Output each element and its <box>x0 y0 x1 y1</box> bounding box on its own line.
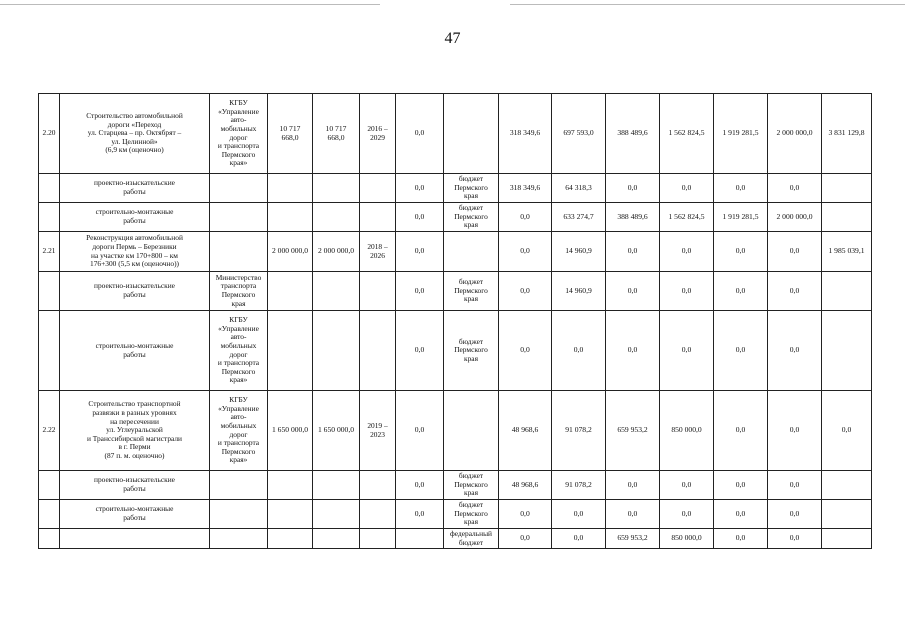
year-7-value-cell <box>822 529 872 549</box>
year-1-value-cell: 318 349,6 <box>499 94 552 174</box>
year-1-value-cell: 0,0 <box>499 311 552 391</box>
spent-cell: 0,0 <box>396 500 444 529</box>
year-3-value-cell: 659 953,2 <box>606 529 660 549</box>
year-5-value-cell: 1 919 281,5 <box>714 203 768 232</box>
row-number-cell <box>39 529 60 549</box>
spent-cell <box>396 529 444 549</box>
year-1-value-cell: 0,0 <box>499 232 552 272</box>
cost-total-cell: 1 650 000,0 <box>268 391 313 471</box>
row-number-cell: 2.22 <box>39 391 60 471</box>
funding-source-cell: бюджет Пермского края <box>444 500 499 529</box>
year-4-value-cell: 1 562 824,5 <box>660 203 714 232</box>
year-7-value-cell <box>822 174 872 203</box>
year-1-value-cell: 0,0 <box>499 272 552 311</box>
year-7-value-cell <box>822 272 872 311</box>
year-1-value-cell: 0,0 <box>499 203 552 232</box>
period-cell <box>360 311 396 391</box>
period-cell <box>360 471 396 500</box>
cost-total-cell <box>268 471 313 500</box>
year-4-value-cell: 0,0 <box>660 272 714 311</box>
work-name-cell: строительно-монтажные работы <box>60 203 210 232</box>
cost-estimate-cell: 10 717 668,0 <box>313 94 360 174</box>
spent-cell: 0,0 <box>396 391 444 471</box>
year-7-value-cell: 3 831 129,8 <box>822 94 872 174</box>
year-5-value-cell: 0,0 <box>714 174 768 203</box>
funding-source-cell: федеральный бюджет <box>444 529 499 549</box>
year-6-value-cell: 2 000 000,0 <box>768 203 822 232</box>
year-2-value-cell: 14 960,9 <box>552 232 606 272</box>
year-3-value-cell: 0,0 <box>606 272 660 311</box>
executor-cell <box>210 529 268 549</box>
year-5-value-cell: 0,0 <box>714 471 768 500</box>
year-4-value-cell: 0,0 <box>660 500 714 529</box>
period-cell <box>360 203 396 232</box>
year-1-value-cell: 318 349,6 <box>499 174 552 203</box>
row-number-cell: 2.21 <box>39 232 60 272</box>
road-projects-table <box>38 93 872 549</box>
row-number-cell <box>39 471 60 500</box>
year-2-value-cell: 14 960,9 <box>552 272 606 311</box>
executor-cell <box>210 232 268 272</box>
spent-cell: 0,0 <box>396 471 444 500</box>
work-name-cell: проектно-изыскательские работы <box>60 471 210 500</box>
year-6-value-cell: 0,0 <box>768 391 822 471</box>
executor-cell: Министерство транспорта Пермского края <box>210 272 268 311</box>
year-3-value-cell: 0,0 <box>606 232 660 272</box>
year-3-value-cell: 0,0 <box>606 500 660 529</box>
year-1-value-cell: 0,0 <box>499 500 552 529</box>
year-1-value-cell: 0,0 <box>499 529 552 549</box>
row-number-cell <box>39 311 60 391</box>
row-number-cell <box>39 500 60 529</box>
year-2-value-cell: 0,0 <box>552 500 606 529</box>
year-4-value-cell: 1 562 824,5 <box>660 94 714 174</box>
cost-estimate-cell <box>313 203 360 232</box>
year-2-value-cell: 697 593,0 <box>552 94 606 174</box>
year-6-value-cell: 0,0 <box>768 272 822 311</box>
top-border-gap <box>380 3 510 5</box>
work-name-cell: строительно-монтажные работы <box>60 500 210 529</box>
year-2-value-cell: 0,0 <box>552 529 606 549</box>
executor-cell: КГБУ «Управление авто- мобильных дорог и транспорта Пермского края» <box>210 94 268 174</box>
year-5-value-cell: 1 919 281,5 <box>714 94 768 174</box>
work-name-cell: строительно-монтажные работы <box>60 311 210 391</box>
row-number-cell <box>39 174 60 203</box>
table-row <box>39 471 872 500</box>
year-5-value-cell: 0,0 <box>714 232 768 272</box>
period-cell: 2019 – 2023 <box>360 391 396 471</box>
row-number-cell: 2.20 <box>39 94 60 174</box>
cost-estimate-cell <box>313 174 360 203</box>
year-3-value-cell: 0,0 <box>606 471 660 500</box>
year-2-value-cell: 91 078,2 <box>552 471 606 500</box>
year-7-value-cell <box>822 203 872 232</box>
year-4-value-cell: 850 000,0 <box>660 391 714 471</box>
table-row <box>39 500 872 529</box>
year-7-value-cell: 0,0 <box>822 391 872 471</box>
executor-cell <box>210 203 268 232</box>
row-number-cell <box>39 203 60 232</box>
year-2-value-cell: 633 274,7 <box>552 203 606 232</box>
cost-total-cell <box>268 272 313 311</box>
year-3-value-cell: 0,0 <box>606 174 660 203</box>
work-name-cell: Реконструкция автомобильной дороги Пермь – Березники на участке км 170+800 – км 176+300 (5,5 км (оценочно)) <box>60 232 210 272</box>
work-name-cell <box>60 529 210 549</box>
work-name-cell: проектно-изыскательские работы <box>60 174 210 203</box>
page-number: 47 <box>444 30 461 47</box>
funding-source-cell: бюджет Пермского края <box>444 311 499 391</box>
funding-source-cell: бюджет Пермского края <box>444 471 499 500</box>
year-5-value-cell: 0,0 <box>714 391 768 471</box>
cost-total-cell <box>268 500 313 529</box>
period-cell: 2018 – 2026 <box>360 232 396 272</box>
period-cell <box>360 174 396 203</box>
executor-cell: КГБУ «Управление авто- мобильных дорог и транспорта Пермского края» <box>210 391 268 471</box>
spent-cell: 0,0 <box>396 174 444 203</box>
cost-estimate-cell <box>313 529 360 549</box>
executor-cell <box>210 174 268 203</box>
cost-total-cell <box>268 203 313 232</box>
cost-total-cell <box>268 174 313 203</box>
year-4-value-cell: 0,0 <box>660 311 714 391</box>
cost-estimate-cell <box>313 272 360 311</box>
executor-cell: КГБУ «Управление авто- мобильных дорог и транспорта Пермского края» <box>210 311 268 391</box>
table-row <box>39 311 872 391</box>
year-1-value-cell: 48 968,6 <box>499 391 552 471</box>
year-4-value-cell: 0,0 <box>660 174 714 203</box>
period-cell <box>360 529 396 549</box>
spent-cell: 0,0 <box>396 272 444 311</box>
funding-source-cell: бюджет Пермского края <box>444 174 499 203</box>
year-5-value-cell: 0,0 <box>714 500 768 529</box>
year-5-value-cell: 0,0 <box>714 272 768 311</box>
work-name-cell: Строительство транспортной развязки в разных уровнях на пересечении ул. Углеуральской и Транссибирской магистрали в г. Перми (87 п. м. оценочно) <box>60 391 210 471</box>
year-7-value-cell <box>822 471 872 500</box>
spent-cell: 0,0 <box>396 311 444 391</box>
year-6-value-cell: 0,0 <box>768 529 822 549</box>
cost-estimate-cell <box>313 500 360 529</box>
spent-cell: 0,0 <box>396 94 444 174</box>
cost-total-cell <box>268 311 313 391</box>
table-row <box>39 203 872 232</box>
year-6-value-cell: 0,0 <box>768 232 822 272</box>
year-4-value-cell: 0,0 <box>660 232 714 272</box>
year-7-value-cell <box>822 500 872 529</box>
year-3-value-cell: 659 953,2 <box>606 391 660 471</box>
table-row <box>39 272 872 311</box>
year-3-value-cell: 0,0 <box>606 311 660 391</box>
year-4-value-cell: 0,0 <box>660 471 714 500</box>
year-2-value-cell: 64 318,3 <box>552 174 606 203</box>
funding-source-cell <box>444 94 499 174</box>
executor-cell <box>210 471 268 500</box>
year-5-value-cell: 0,0 <box>714 311 768 391</box>
year-3-value-cell: 388 489,6 <box>606 203 660 232</box>
table-row <box>39 174 872 203</box>
year-6-value-cell: 0,0 <box>768 471 822 500</box>
year-5-value-cell: 0,0 <box>714 529 768 549</box>
year-2-value-cell: 91 078,2 <box>552 391 606 471</box>
spent-cell: 0,0 <box>396 203 444 232</box>
year-3-value-cell: 388 489,6 <box>606 94 660 174</box>
funding-source-cell: бюджет Пермского края <box>444 272 499 311</box>
work-name-cell: проектно-изыскательские работы <box>60 272 210 311</box>
year-6-value-cell: 2 000 000,0 <box>768 94 822 174</box>
work-name-cell: Строительство автомобильной дороги «Переход ул. Старцева – пр. Октябрят – ул. Целинной» (6,9 км (оценочно) <box>60 94 210 174</box>
year-4-value-cell: 850 000,0 <box>660 529 714 549</box>
period-cell <box>360 272 396 311</box>
funding-source-cell: бюджет Пермского края <box>444 203 499 232</box>
year-7-value-cell: 1 985 039,1 <box>822 232 872 272</box>
cost-estimate-cell: 2 000 000,0 <box>313 232 360 272</box>
year-7-value-cell <box>822 311 872 391</box>
year-6-value-cell: 0,0 <box>768 311 822 391</box>
spent-cell: 0,0 <box>396 232 444 272</box>
table-row <box>39 232 872 272</box>
cost-estimate-cell <box>313 311 360 391</box>
year-6-value-cell: 0,0 <box>768 500 822 529</box>
year-1-value-cell: 48 968,6 <box>499 471 552 500</box>
funding-source-cell <box>444 232 499 272</box>
cost-estimate-cell: 1 650 000,0 <box>313 391 360 471</box>
table-row <box>39 94 872 174</box>
period-cell: 2016 – 2029 <box>360 94 396 174</box>
cost-estimate-cell <box>313 471 360 500</box>
row-number-cell <box>39 272 60 311</box>
year-6-value-cell: 0,0 <box>768 174 822 203</box>
year-2-value-cell: 0,0 <box>552 311 606 391</box>
table-row <box>39 529 872 549</box>
table-row <box>39 391 872 471</box>
executor-cell <box>210 500 268 529</box>
period-cell <box>360 500 396 529</box>
cost-total-cell: 10 717 668,0 <box>268 94 313 174</box>
funding-source-cell <box>444 391 499 471</box>
cost-total-cell: 2 000 000,0 <box>268 232 313 272</box>
cost-total-cell <box>268 529 313 549</box>
